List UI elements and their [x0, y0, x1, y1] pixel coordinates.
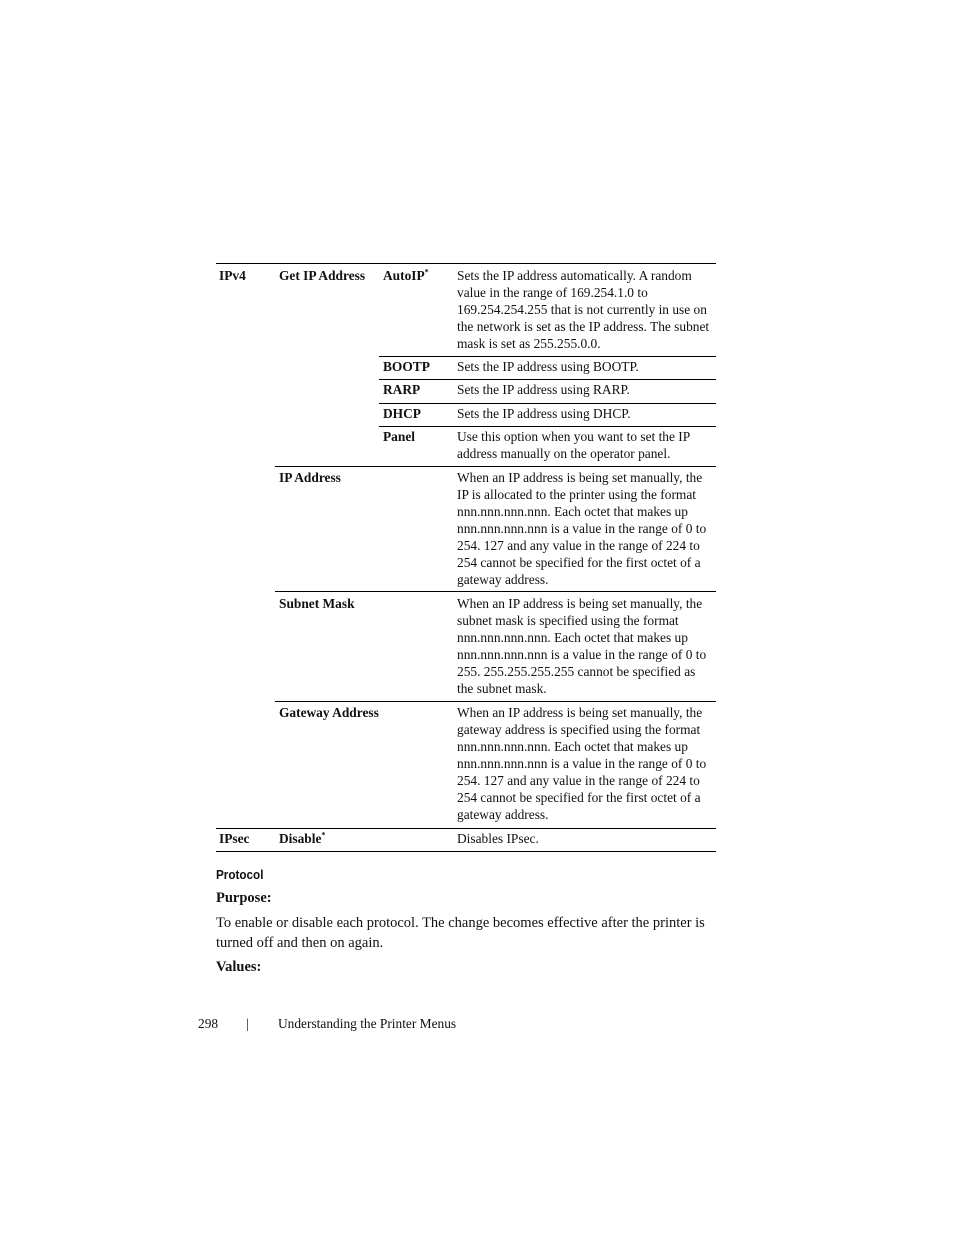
dhcp-option: DHCP: [383, 406, 421, 421]
default-marker: *: [321, 830, 326, 840]
row-divider: [379, 379, 716, 380]
rarp-option: RARP: [383, 382, 421, 397]
default-marker: *: [424, 267, 429, 277]
row-divider: [216, 828, 716, 829]
footer-separator: |: [246, 1016, 249, 1031]
row-divider: [275, 591, 716, 592]
ipsec-disable-option: [279, 830, 325, 847]
bootp-description: Sets the IP address using BOOTP.: [457, 359, 639, 374]
bootp-option: BOOTP: [383, 359, 430, 374]
ipsec-label: IPsec: [219, 831, 250, 846]
row-divider: [275, 466, 716, 467]
values-label: Values:: [216, 959, 262, 975]
subnet-mask-label: Subnet Mask: [279, 596, 355, 611]
row-divider: [275, 701, 716, 702]
dhcp-description: Sets the IP address using DHCP.: [457, 406, 631, 421]
ipv4-label: IPv4: [219, 268, 246, 283]
gateway-address-description: When an IP address is being set manually, the gateway address is specified using the format nnn.nnn.nnn.nnn. Each octet that makes up nnn.nnn.nnn.nnn is a value in the range of 0 to 254. 127 and any value in the range of 224 to 254 cannot be specified for the first octet of a gateway address.: [457, 705, 707, 822]
panel-description: Use this option when you want to set the IP address manually on the operator panel.: [457, 429, 690, 461]
panel-option: Panel: [383, 429, 415, 444]
autoip-label: AutoIP: [383, 268, 425, 283]
footer-section-title: Understanding the Printer Menus: [278, 1016, 457, 1031]
page-number: 298: [198, 1016, 219, 1031]
rarp-description: Sets the IP address using RARP.: [457, 382, 630, 397]
table-bottom-border: [216, 851, 716, 852]
ip-address-description: When an IP address is being set manually, the IP is allocated to the printer using the format nnn.nnn.nnn.nnn. Each octet that makes up nnn.nnn.nnn.nnn is a value in the range of 0 to 254. 127 and any value in the range of 224 to 254 cannot be specified for the first octet of a gateway address.: [457, 470, 707, 587]
settings-table: [216, 263, 716, 846]
row-divider: [379, 426, 716, 427]
autoip-option: [383, 267, 429, 284]
row-divider: [379, 403, 716, 404]
purpose-text: To enable or disable each protocol. The change becomes effective after the printer is turned off and then on again.: [216, 915, 705, 951]
gateway-address-label: Gateway Address: [279, 705, 379, 720]
purpose-label: Purpose:: [216, 890, 272, 906]
subnet-mask-description: When an IP address is being set manually, the subnet mask is specified using the format nnn.nnn.nnn.nnn. Each octet that makes up nnn.nnn.nnn.nnn is a value in the range of 0 to 255. 255.255.255.255 cannot be specified as the subnet mask.: [457, 596, 707, 696]
ip-address-label: IP Address: [279, 470, 341, 485]
row-divider: [379, 356, 716, 357]
ipsec-disable-label: Disable: [279, 831, 322, 846]
ipsec-description: Disables IPsec.: [457, 831, 539, 846]
autoip-description: Sets the IP address automatically. A random value in the range of 169.254.1.0 to 169.254.254.255 that is not currently in use on the network is set as the IP address. The subnet mask is set as 255.255.0.0.: [457, 268, 710, 351]
get-ip-address-label: Get IP Address: [279, 268, 366, 283]
protocol-heading: Protocol: [216, 867, 264, 882]
